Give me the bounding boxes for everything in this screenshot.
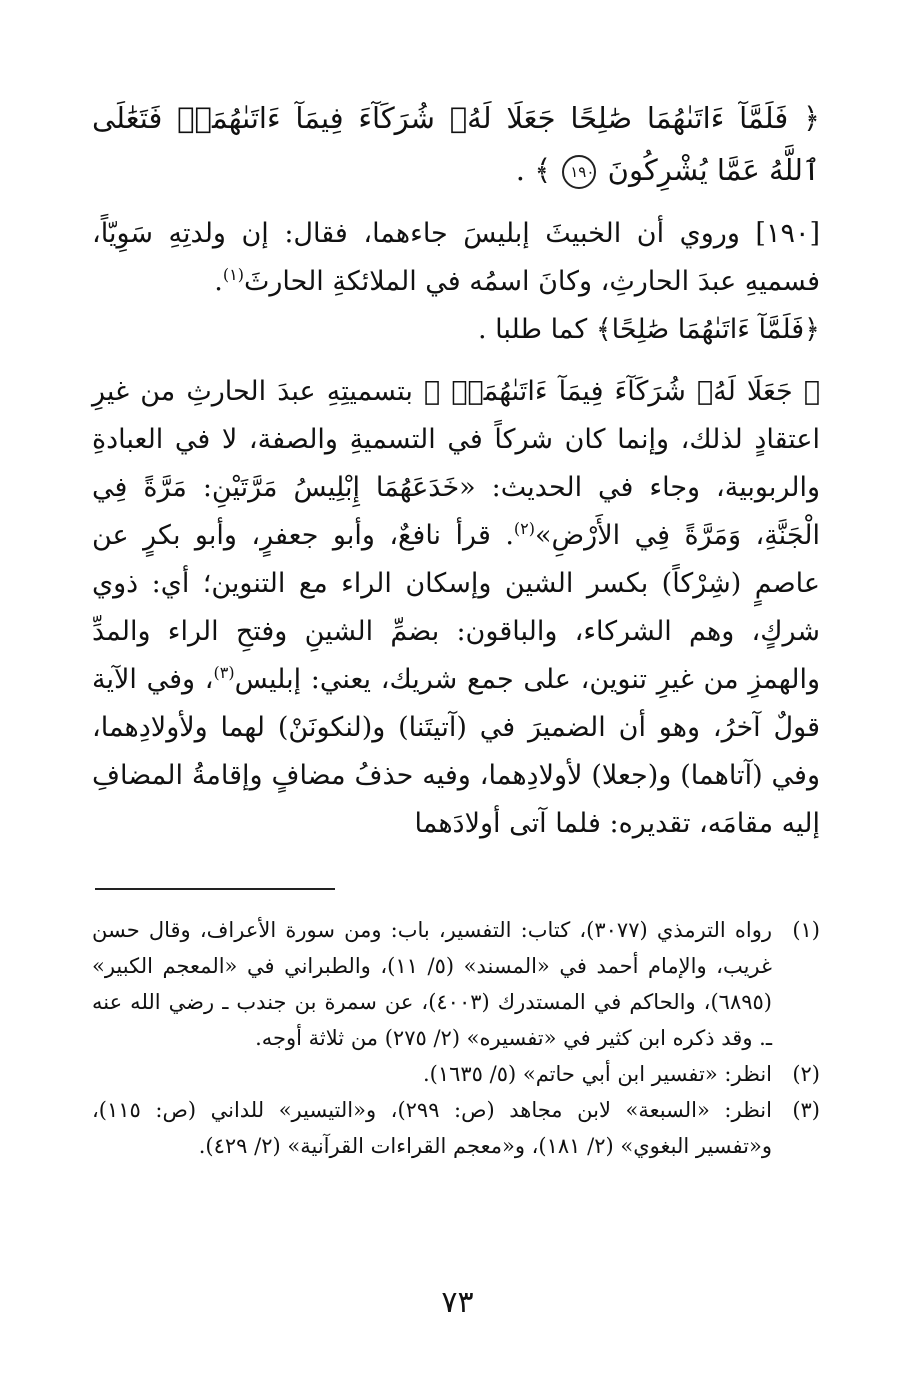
- verse-close: ﴾ .: [515, 153, 552, 187]
- footnote-text: انظر: «السبعة» لابن مجاهد (ص: ٢٩٩)، و«التيسير» للداني (ص: ١١٥)، و«تفسير البغوي» (٢/ ١٨١)، و«معجم القراءات القرآنية» (٢/ ٤٢٩).: [92, 1098, 772, 1158]
- paragraph-1: [92, 210, 820, 306]
- quran-verse: [92, 92, 820, 196]
- footnote-text: انظر: «تفسير ابن أبي حاتم» (٥/ ١٦٣٥).: [422, 1062, 772, 1086]
- main-text: [92, 92, 820, 848]
- footnote-text: رواه الترمذي (٣٠٧٧)، كتاب: التفسير، باب: ومن سورة الأعراف، وقال حسن غريب، والإمام أحمد في «المسند» (٥/ ١١)، والطبراني في «المعجم الكبير» (٦٨٩٥)، والحاكم في المستدرك (٤٠٠٣)، عن سمرة بن جندب ـ رضي الله عنه ـ. وقد ذكره ابن كثير في «تفسيره» (٢/ ٢٧٥) من ثلاثة أوجه.: [92, 918, 772, 1050]
- footnote-number: (٣): [792, 1098, 820, 1122]
- verse-number-icon: ١٩٠: [562, 155, 596, 189]
- footnote-2: [92, 1056, 820, 1092]
- paragraph-2: ﴿فَلَمَّآ ءَاتَىٰهُمَا صَٰلِحًا﴾ كما طلبا .: [478, 314, 820, 345]
- footnote-3: [92, 1092, 820, 1164]
- paragraph-1-text: [١٩٠] وروي أن الخبيثَ إبليسَ جاءهما، فقال: إن ولدتِهِ سَوِيّاً، فسميهِ عبدَ الحارثِ، وكانَ اسمُه في الملائكةِ الحارثَ: [92, 218, 820, 297]
- paragraph-3: [92, 368, 820, 848]
- paragraph-3-part-c: ، وفي الآية قولٌ آخرُ، وهو أن الضميرَ في (آتيتَنا) و(لنكونَنْ) لهما ولأولادِهما، وفي (آتاهما) و(جعلا) لأولادِهما، وفيه حذفُ مضافٍ وإقامةُ المضافِ إليه مقامَه، تقديره: فلما آتى أولادَهما: [92, 664, 820, 839]
- footnote-number: (١): [792, 918, 820, 942]
- footnote-1: [92, 912, 820, 1056]
- paragraph-1-end: .: [214, 266, 223, 297]
- footnote-number: (٢): [792, 1062, 820, 1086]
- paragraph-3-part-b: . قرأ نافعٌ، وأبو جعفرٍ، وأبو بكرٍ عن عاصمٍ (شِرْكاً) بكسر الشين وإسكان الراء مع التنوين؛ أي: ذوي شركٍ، وهم الشركاء، والباقون: بضمِّ الشينِ وفتحِ الراء والمدِّ والهمزِ من غيرِ تنوين، على جمع شريك، يعني: إبليس: [92, 520, 820, 695]
- footnote-ref-2: (٢): [513, 519, 536, 538]
- footnotes: [92, 912, 820, 1164]
- paragraph-3-part-a: ﴿ جَعَلَا لَهُۥ شُرَكَآءَ فِيمَآ ءَاتَىٰهُمَاۚ ﴾ بتسميتِهِ عبدَ الحارثِ من غيرِ اعتقادٍ لذلك، وإنما كان شركاً في التسميةِ والصفة، لا في العبادةِ والربوبية، وجاء في الحديث: «خَدَعَهُمَا إِبْلِيسُ مَرَّتَيْنِ: مَرَّةً فِي الْجَنَّةِ، وَمَرَّةً فِي الأَرْضِ»: [92, 376, 820, 551]
- footnote-ref-3: (٣): [213, 663, 235, 682]
- page-number: ٧٣: [441, 1285, 474, 1320]
- footnote-divider: [95, 888, 335, 890]
- verse-text: ﴿ فَلَمَّآ ءَاتَىٰهُمَا صَٰلِحًا جَعَلَا لَهُۥ شُرَكَآءَ فِيمَآ ءَاتَىٰهُمَاۚ فَتَعَٰلَى ٱللَّهُ عَمَّا يُشْرِكُونَ: [92, 101, 820, 187]
- footnote-ref-1: (١): [222, 265, 244, 284]
